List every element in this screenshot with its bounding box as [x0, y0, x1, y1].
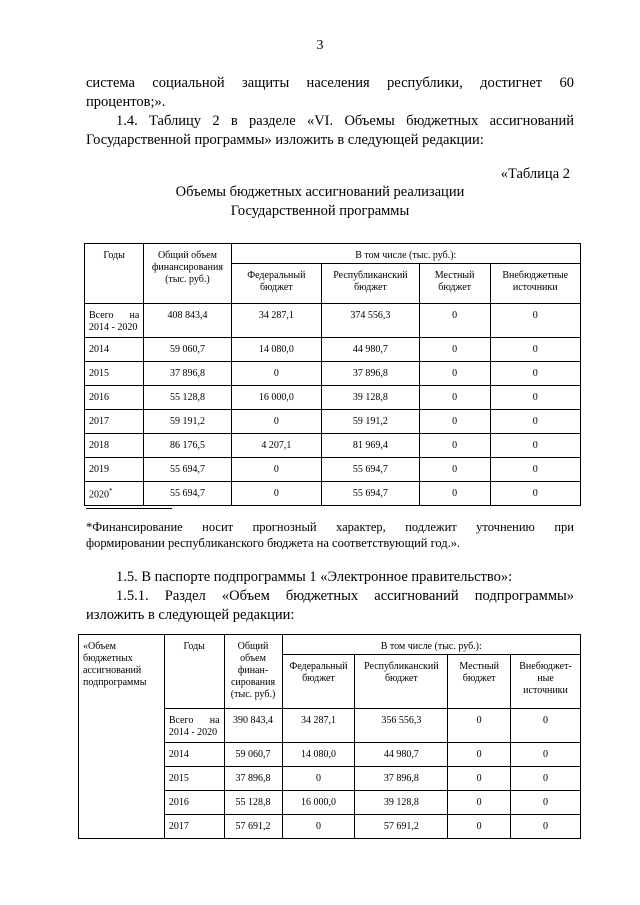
header-offbudget: Внебюджет-ные источники: [511, 655, 581, 709]
cell-local: 0: [419, 482, 490, 506]
cell-local: 0: [419, 362, 490, 386]
header-republic: Республиканский бюджет: [355, 655, 448, 709]
cell-offbudget: 0: [490, 338, 581, 362]
table-row: [85, 434, 581, 458]
cell-total: 59 191,2: [144, 410, 231, 434]
header-total: Общий объем финансирования (тыс. руб.): [144, 244, 231, 304]
table-row: [85, 410, 581, 434]
header-including: В том числе (тыс. руб.):: [231, 244, 580, 264]
cell-offbudget: 0: [511, 709, 581, 743]
cell-local: 0: [419, 304, 490, 338]
cell-federal: 16 000,0: [282, 791, 355, 815]
cell-republic: 37 896,8: [322, 362, 420, 386]
cell-year: 2018: [85, 434, 144, 458]
cell-offbudget: 0: [490, 458, 581, 482]
table-row: [85, 304, 581, 338]
cell-republic: 39 128,8: [355, 791, 448, 815]
cell-federal: 0: [282, 767, 355, 791]
cell-republic: 55 694,7: [322, 482, 420, 506]
cell-year: 2020*: [85, 482, 144, 506]
cell-year: 2017: [164, 815, 224, 839]
cell-offbudget: 0: [511, 743, 581, 767]
section-line-2: 1.5.1. Раздел «Объем бюджетных ассигнований подпрограммы»: [116, 588, 574, 604]
cell-republic: 44 980,7: [355, 743, 448, 767]
cell-federal: 14 080,0: [282, 743, 355, 767]
header-federal: Федеральный бюджет: [282, 655, 355, 709]
cell-total: 37 896,8: [144, 362, 231, 386]
header-years: Годы: [164, 635, 224, 709]
section-line-3: изложить в следующей редакции:: [86, 607, 295, 623]
header-federal: Федеральный бюджет: [231, 264, 321, 304]
cell-total: 55 694,7: [144, 458, 231, 482]
table-1: [84, 243, 581, 506]
row-year-total: Всего на 2014 - 2020: [164, 709, 224, 743]
cell-local: 0: [448, 743, 511, 767]
row-label: «Объем бюджетных ассигнований подпрограммы: [79, 635, 165, 839]
table-2: [78, 634, 581, 839]
header-local: Местный бюджет: [448, 655, 511, 709]
cell-local: 0: [448, 815, 511, 839]
page-number: 3: [316, 38, 324, 53]
cell-offbudget: 0: [490, 434, 581, 458]
cell-offbudget: 0: [511, 791, 581, 815]
cell-local: 0: [419, 386, 490, 410]
table-row: [85, 458, 581, 482]
cell-offbudget: 0: [511, 815, 581, 839]
cell-year: 2016: [164, 791, 224, 815]
intro-line-4: Государственной программы» изложить в следующей редакции:: [86, 132, 484, 148]
cell-year: 2017: [85, 410, 144, 434]
cell-year: 2016: [85, 386, 144, 410]
cell-total: 57 691,2: [224, 815, 282, 839]
cell-local: 0: [448, 767, 511, 791]
cell-federal: 4 207,1: [231, 434, 321, 458]
cell-local: 0: [448, 791, 511, 815]
cell-total: 390 843,4: [224, 709, 282, 743]
cell-year: 2019: [85, 458, 144, 482]
table1-title-line-2: Государственной программы: [230, 203, 410, 219]
table1-title-line-1: Объемы бюджетных ассигнований реализации: [175, 184, 465, 200]
cell-total: 55 694,7: [144, 482, 231, 506]
cell-republic: 39 128,8: [322, 386, 420, 410]
cell-republic: 37 896,8: [355, 767, 448, 791]
intro-line-3: 1.4. Таблицу 2 в разделе «VI. Объемы бюджетных ассигнований: [116, 113, 574, 129]
cell-total: 59 060,7: [144, 338, 231, 362]
cell-total: 55 128,8: [144, 386, 231, 410]
header-including: В том числе (тыс. руб.):: [282, 635, 581, 655]
cell-federal: 0: [231, 410, 321, 434]
cell-federal: 0: [231, 482, 321, 506]
cell-local: 0: [419, 458, 490, 482]
cell-offbudget: 0: [490, 386, 581, 410]
cell-local: 0: [419, 338, 490, 362]
cell-offbudget: 0: [511, 767, 581, 791]
footnote-mark: *: [109, 487, 113, 496]
cell-federal: 16 000,0: [231, 386, 321, 410]
cell-republic: 374 556,3: [322, 304, 420, 338]
cell-federal: 0: [231, 458, 321, 482]
cell-offbudget: 0: [490, 362, 581, 386]
cell-year: 2015: [85, 362, 144, 386]
table-row: [85, 338, 581, 362]
cell-federal: 34 287,1: [231, 304, 321, 338]
table-row: [85, 362, 581, 386]
row-year-total: Всего на 2014 - 2020: [85, 304, 144, 338]
cell-total: 59 060,7: [224, 743, 282, 767]
header-total: Общий объем финан-сирования (тыс. руб.): [224, 635, 282, 709]
intro-line-1: система социальной защиты населения республики, достигнет 60: [86, 75, 574, 91]
cell-republic: 59 191,2: [322, 410, 420, 434]
header-years: Годы: [85, 244, 144, 304]
cell-federal: 34 287,1: [282, 709, 355, 743]
section-line-1: 1.5. В паспорте подпрограммы 1 «Электронное правительство»:: [116, 569, 513, 585]
cell-year: 2014: [85, 338, 144, 362]
cell-total: 55 128,8: [224, 791, 282, 815]
cell-offbudget: 0: [490, 482, 581, 506]
footnote-divider: [86, 508, 172, 509]
cell-republic: 55 694,7: [322, 458, 420, 482]
cell-republic: 356 556,3: [355, 709, 448, 743]
intro-line-2: процентов;».: [86, 94, 166, 110]
cell-total: 37 896,8: [224, 767, 282, 791]
table-row: [85, 386, 581, 410]
table-row: [85, 482, 581, 506]
cell-offbudget: 0: [490, 410, 581, 434]
cell-republic: 44 980,7: [322, 338, 420, 362]
table1-label: «Таблица 2: [500, 166, 570, 182]
footnote-line-1: *Финансирование носит прогнозный характер, подлежит уточнению при: [86, 520, 574, 534]
cell-federal: 0: [282, 815, 355, 839]
header-offbudget: Внебюджетные источники: [490, 264, 581, 304]
cell-year: 2014: [164, 743, 224, 767]
cell-year: 2015: [164, 767, 224, 791]
cell-local: 0: [419, 434, 490, 458]
cell-offbudget: 0: [490, 304, 581, 338]
cell-local: 0: [448, 709, 511, 743]
cell-total: 408 843,4: [144, 304, 231, 338]
cell-republic: 81 969,4: [322, 434, 420, 458]
cell-federal: 14 080,0: [231, 338, 321, 362]
cell-federal: 0: [231, 362, 321, 386]
cell-local: 0: [419, 410, 490, 434]
header-republic: Республиканский бюджет: [322, 264, 420, 304]
footnote-line-2: формировании республиканского бюджета на соответствующий год.».: [86, 536, 461, 550]
cell-republic: 57 691,2: [355, 815, 448, 839]
cell-total: 86 176,5: [144, 434, 231, 458]
header-local: Местный бюджет: [419, 264, 490, 304]
